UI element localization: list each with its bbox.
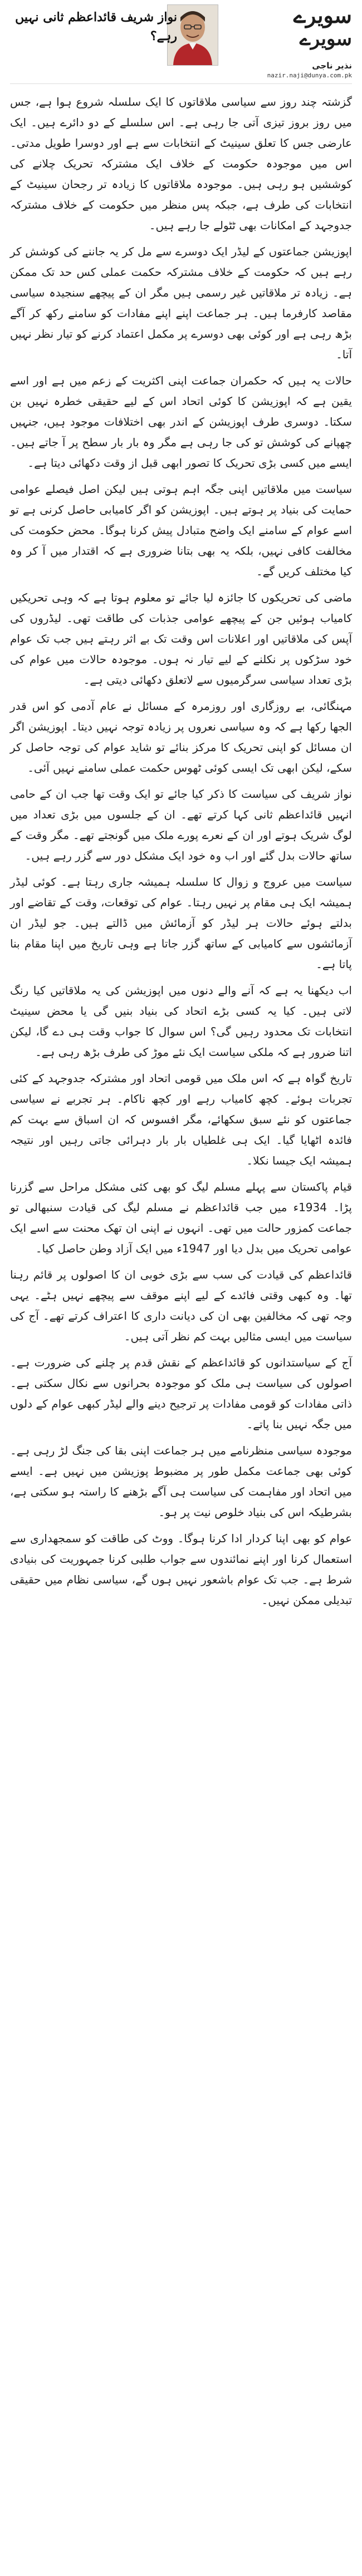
byline (224, 60, 352, 80)
article-paragraph: عوام کو بھی اپنا کردار ادا کرنا ہوگا۔ ووٹ کی طاقت کو سمجھداری سے استعمال کرنا اور اپنے نمائندوں سے جواب طلبی کرنا جمہوریت کی بنیادی شرط ہے۔ جب تک عوام باشعور نہیں ہوں گے، سیاسی نظام میں حقیقی تبدیلی ممکن نہیں۔ (10, 1532, 352, 1607)
article-paragraph: سیاست میں عروج و زوال کا سلسلہ ہمیشہ جاری رہتا ہے۔ کوئی لیڈر ہمیشہ ایک ہی مقام پر نہیں رہتا۔ عوام کی توقعات، وقت کے تقاضے اور بدلتے ہوئے حالات ہر لیڈر کو آزمائش میں ڈالتے ہیں۔ جو لیڈر ان آزمائشوں سے کامیابی کے ساتھ گزر جاتا ہے وہی تاریخ میں اپنا مقام بنا پاتا ہے۔ (10, 875, 352, 971)
article-paragraph: آج کے سیاستدانوں کو قائداعظم کے نقش قدم پر چلنے کی ضرورت ہے۔ اصولوں کی سیاست ہی ملک کو موجودہ بحرانوں سے نکال سکتی ہے۔ ذاتی مفادات کو قومی مفادات پر ترجیح دینے والے لیڈر کبھی عوام کے دلوں میں جگہ نہیں بنا پاتے۔ (10, 1356, 352, 1431)
author-name: نذیر ناجی (312, 61, 352, 71)
column-logo-line1: سویرے (293, 3, 352, 28)
article-paragraph: نواز شریف کی سیاست کا ذکر کیا جائے تو ایک وقت تھا جب ان کے حامی انہیں قائداعظم ثانی کہا کرتے تھے۔ ان کے جلسوں میں بڑی تعداد میں لوگ شریک ہوتے اور ان کے نعرے پورے ملک میں گونجتے تھے۔ مگر وقت کے ساتھ حالات بدل گئے اور اب وہ خود ایک مشکل دور سے گزر رہے ہیں۔ (10, 787, 352, 862)
article-body (10, 84, 352, 1611)
article-headline: نواز شریف قائداعظم ثانی نہیں رہے؟ (15, 10, 177, 43)
author-email[interactable]: nazir.naji@dunya.com.pk (267, 72, 352, 79)
column-logo-line2: سویرے (299, 28, 352, 50)
article-paragraph: حالات یہ ہیں کہ حکمران جماعت اپنی اکثریت کے زعم میں ہے اور اسے یقین ہے کہ اپوزیشن کا کوئی اتحاد اس کے لیے حقیقی خطرہ نہیں بن سکتا۔ دوسری طرف اپوزیشن کے اندر بھی اختلافات موجود ہیں، جنہیں چھپانے کی کوشش تو کی جا رہی ہے مگر وہ بار بار سطح پر آ جاتے ہیں۔ ایسے میں کسی بڑی تحریک کا تصور ابھی قبل از وقت دکھائی دیتا ہے۔ (10, 374, 352, 470)
article-paragraph: گزشتہ چند روز سے سیاسی ملاقاتوں کا ایک سلسلہ شروع ہوا ہے، جس میں روز بروز تیزی آتی جا رہی ہے۔ اس سلسلے کے دو دائرے ہیں۔ ایک عارضی جس کا تعلق سینیٹ کے انتخابات سے ہے اور دوسرا طویل مدتی۔ اس میں موجودہ حکومت کے خلاف ایک مشترکہ تحریک چلانے کی کوششیں ہو رہی ہیں۔ موجودہ ملاقاتوں کا زیادہ تر رجحان سینیٹ کے انتخابات کی طرف ہے، جبکہ پس منظر میں حکومت کے خلاف مشترکہ جدوجہد کے امکانات بھی ٹٹولے جا رہے ہیں۔ (10, 95, 352, 232)
article-paragraph: مہنگائی، بے روزگاری اور روزمرہ کے مسائل نے عام آدمی کو اس قدر الجھا رکھا ہے کہ وہ سیاسی نعروں پر زیادہ توجہ نہیں دیتا۔ اپوزیشن اگر ان مسائل کو اپنی تحریک کا مرکز بنائے تو شاید عوام کی توجہ حاصل کر سکے، لیکن ابھی تک ایسی کوئی ٹھوس حکمت عملی سامنے نہیں آئی۔ (10, 699, 352, 774)
column-logo (224, 3, 352, 59)
article-paragraph: تاریخ گواہ ہے کہ اس ملک میں قومی اتحاد اور مشترکہ جدوجہد کے کئی تجربات ہوئے۔ کچھ کامیاب رہے اور کچھ ناکام۔ ہر تجربے نے سیاسی جماعتوں کو نئے سبق سکھائے، مگر افسوس کہ ان اسباق سے بہت کم فائدہ اٹھایا گیا۔ ایک ہی غلطیاں بار بار دہرائی جاتی رہیں اور نتیجہ ہمیشہ ایک جیسا نکلا۔ (10, 1072, 352, 1167)
masthead (10, 0, 352, 84)
article-paragraph: موجودہ سیاسی منظرنامے میں ہر جماعت اپنی بقا کی جنگ لڑ رہی ہے۔ کوئی بھی جماعت مکمل طور پر مضبوط پوزیشن میں نہیں ہے۔ ایسے میں اتحاد اور مفاہمت کی سیاست ہی آگے بڑھنے کا راستہ ہو سکتی ہے، بشرطیکہ اس کی بنیاد خلوص نیت پر ہو۔ (10, 1444, 352, 1519)
article-paragraph: سیاست میں ملاقاتیں اپنی جگہ اہم ہوتی ہیں لیکن اصل فیصلے عوامی حمایت کی بنیاد پر ہوتے ہیں۔ اپوزیشن کو اگر کامیابی حاصل کرنی ہے تو اسے عوام کے سامنے ایک واضح متبادل پیش کرنا ہوگا۔ محض حکومت کی مخالفت کافی نہیں، بلکہ یہ بھی بتانا ضروری ہے کہ اقتدار میں آ کر وہ کیا مختلف کریں گے۔ (10, 482, 352, 578)
article-paragraph: ماضی کی تحریکوں کا جائزہ لیا جائے تو معلوم ہوتا ہے کہ وہی تحریکیں کامیاب ہوئیں جن کے پیچھے عوامی جذبات کی طاقت تھی۔ لیڈروں کی آپس کی ملاقاتیں اور اعلانات اس وقت تک بے اثر رہتے ہیں جب تک عوام خود سڑکوں پر نکلنے کے لیے تیار نہ ہوں۔ موجودہ حالات میں عوام کی بڑی تعداد سیاسی سرگرمیوں سے لاتعلق دکھائی دیتی ہے۔ (10, 591, 352, 687)
article-paragraph: اب دیکھنا یہ ہے کہ آنے والے دنوں میں اپوزیشن کی یہ ملاقاتیں کیا رنگ لاتی ہیں۔ کیا یہ کسی بڑے اتحاد کی بنیاد بنیں گی یا محض سینیٹ انتخابات تک محدود رہیں گی؟ اس سوال کا جواب وقت ہی دے گا، لیکن اتنا ضرور ہے کہ ملکی سیاست ایک نئے موڑ کی طرف بڑھ رہی ہے۔ (10, 984, 352, 1059)
article-paragraph: قائداعظم کی قیادت کی سب سے بڑی خوبی ان کا اصولوں پر قائم رہنا تھا۔ وہ کبھی وقتی فائدے کے لیے اپنے موقف سے پیچھے نہیں ہٹے۔ یہی وجہ تھی کہ مخالفین بھی ان کی دیانت داری کا اعتراف کرتے تھے۔ آج کی سیاست میں ایسی مثالیں بہت کم نظر آتی ہیں۔ (10, 1268, 352, 1343)
article-paragraph: اپوزیشن جماعتوں کے لیڈر ایک دوسرے سے مل کر یہ جاننے کی کوشش کر رہے ہیں کہ حکومت کے خلاف مشترکہ حکمت عملی کس حد تک ممکن ہے۔ زیادہ تر ملاقاتیں غیر رسمی ہیں مگر ان کے پیچھے سنجیدہ سیاسی مقاصد کارفرما ہیں۔ ہر جماعت اپنے اپنے مفادات کو سامنے رکھ کر آگے بڑھ رہی ہے اور کوئی بھی دوسرے پر مکمل اعتماد کرنے کو تیار نظر نہیں آتا۔ (10, 245, 352, 361)
article-paragraph: قیام پاکستان سے پہلے مسلم لیگ کو بھی کئی مشکل مراحل سے گزرنا پڑا۔ 1934ء میں جب قائداعظم نے مسلم لیگ کی قیادت سنبھالی تو جماعت کمزور حالت میں تھی۔ انہوں نے اپنی ان تھک محنت سے اسے ایک عوامی تحریک میں بدل دیا اور 1947ء میں ایک آزاد وطن حاصل کیا۔ (10, 1180, 352, 1255)
